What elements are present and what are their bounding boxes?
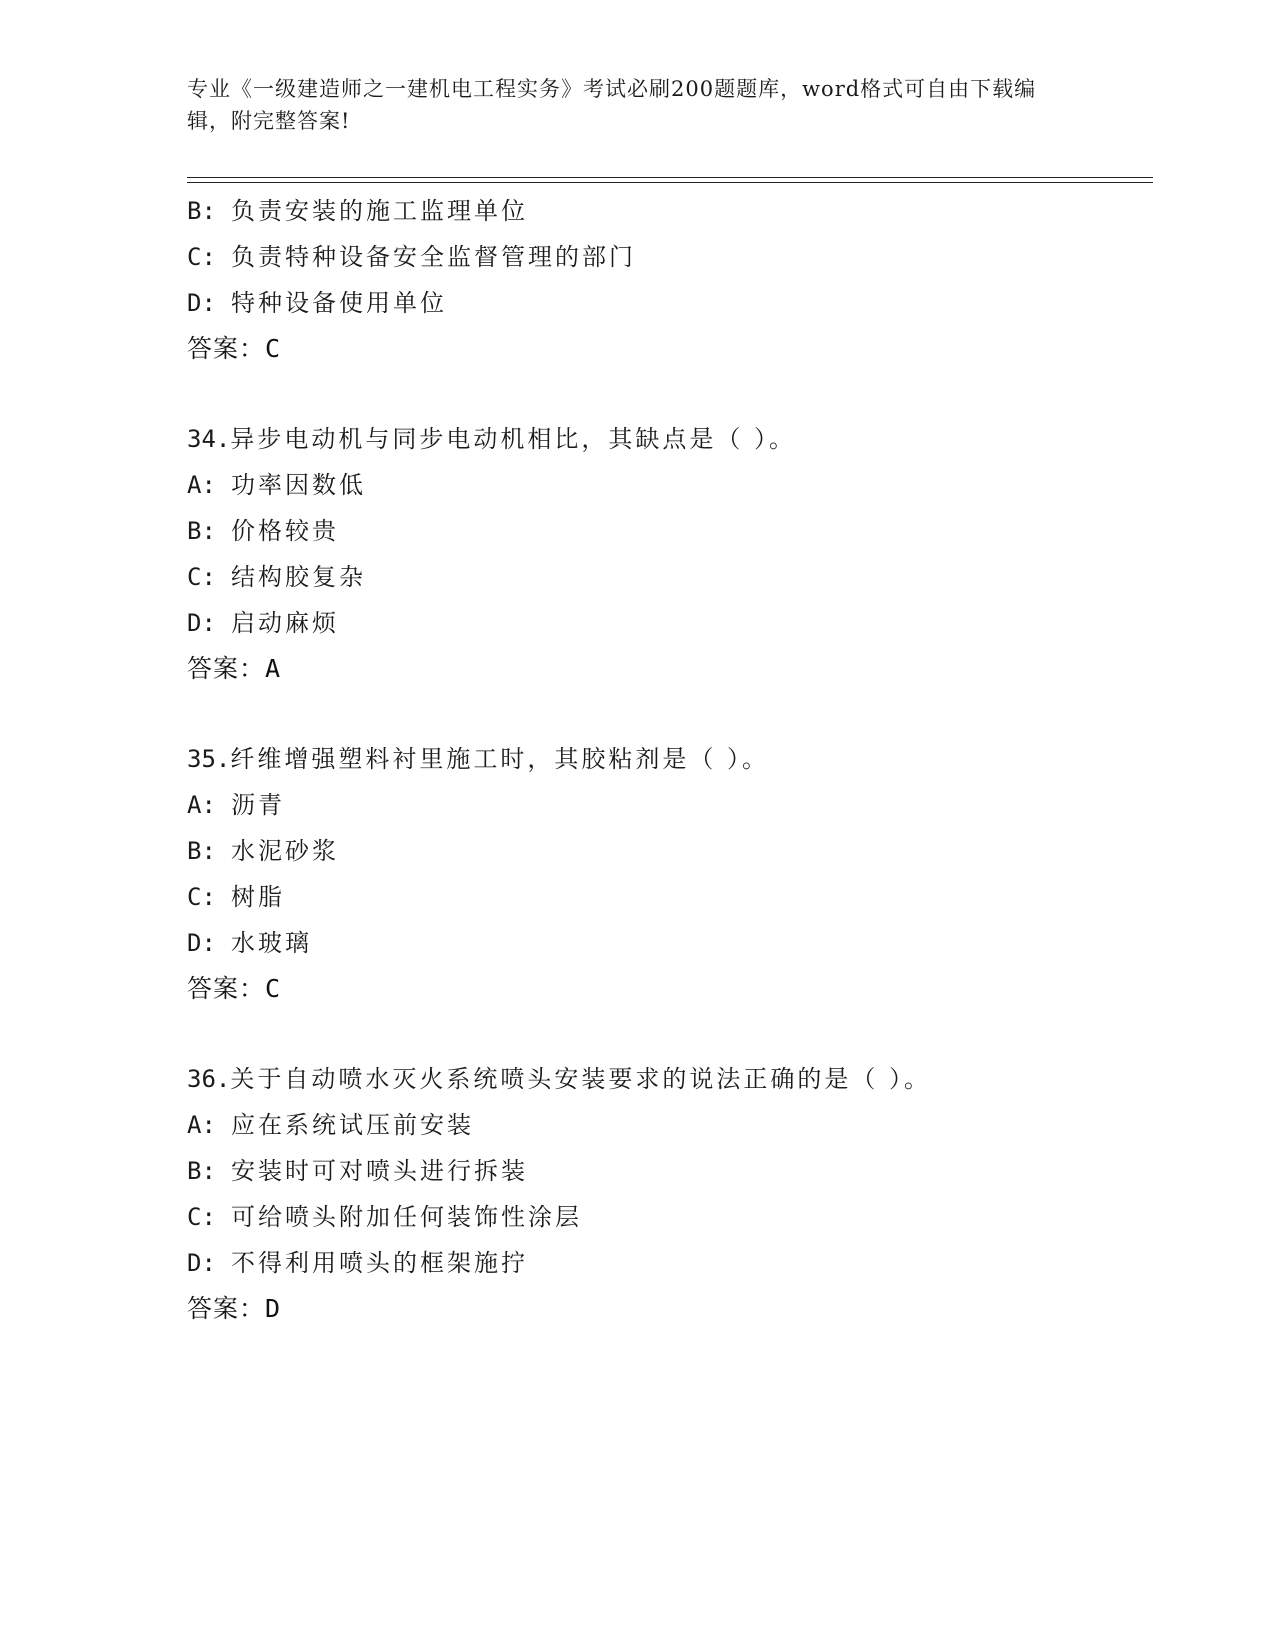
question-35	[187, 736, 1147, 1012]
option-c	[187, 1194, 1147, 1240]
option-d	[187, 1240, 1147, 1286]
option-text: 结构胶复杂	[231, 563, 366, 591]
option-letter: A:	[187, 791, 216, 819]
answer-value: C	[265, 334, 282, 363]
option-letter: C:	[187, 883, 216, 911]
option-text: 特种设备使用单位	[231, 289, 447, 317]
option-letter: D:	[187, 1249, 216, 1277]
question-36	[187, 1056, 1147, 1332]
option-d	[187, 280, 1147, 326]
question-34	[187, 416, 1147, 692]
option-b	[187, 188, 1147, 234]
answer-label: 答案：	[187, 334, 266, 363]
option-letter: A:	[187, 471, 216, 499]
answer-label: 答案：	[187, 654, 266, 683]
option-text: 负责安装的施工监理单位	[231, 197, 528, 225]
option-b	[187, 1148, 1147, 1194]
question-text: 异步电动机与同步电动机相比，其缺点是（ ）。	[230, 425, 796, 453]
question-text: 纤维增强塑料衬里施工时，其胶粘剂是（ ）。	[230, 745, 769, 773]
option-text: 不得利用喷头的框架施拧	[231, 1249, 528, 1277]
header-text: 专业《一级建造师之一建机电工程实务》考试必刷200题题库，word格式可自由下载编辑，附完整答案!	[187, 77, 1037, 133]
option-letter: B:	[187, 197, 216, 225]
header-divider-top	[187, 177, 1153, 178]
option-a	[187, 1102, 1147, 1148]
question-number: 35.	[187, 745, 231, 773]
option-text: 负责特种设备安全监督管理的部门	[231, 243, 636, 271]
question-stem	[187, 736, 1147, 782]
option-text: 应在系统试压前安装	[231, 1111, 474, 1139]
option-text: 价格较贵	[231, 517, 339, 545]
answer-value: A	[265, 654, 282, 683]
question-number: 36.	[187, 1065, 231, 1093]
option-text: 安装时可对喷头进行拆装	[231, 1157, 528, 1185]
option-d	[187, 920, 1147, 966]
option-text: 沥青	[231, 791, 285, 819]
option-c	[187, 554, 1147, 600]
option-text: 树脂	[231, 883, 285, 911]
option-letter: D:	[187, 929, 216, 957]
option-letter: A:	[187, 1111, 216, 1139]
option-c	[187, 874, 1147, 920]
option-a	[187, 462, 1147, 508]
option-letter: C:	[187, 1203, 216, 1231]
option-letter: B:	[187, 517, 216, 545]
question-33-continuation	[187, 188, 1147, 372]
option-letter: C:	[187, 243, 216, 271]
answer-line	[187, 646, 1147, 692]
question-list	[187, 188, 1147, 1332]
option-letter: D:	[187, 289, 216, 317]
answer-value: C	[265, 974, 282, 1003]
option-b	[187, 828, 1147, 874]
option-letter: B:	[187, 1157, 216, 1185]
document-header	[187, 73, 1067, 137]
question-text: 关于自动喷水灭火系统喷头安装要求的说法正确的是（ ）。	[230, 1065, 931, 1093]
option-text: 启动麻烦	[231, 609, 339, 637]
answer-label: 答案：	[187, 974, 266, 1003]
answer-line	[187, 326, 1147, 372]
header-divider-bottom	[187, 182, 1153, 183]
option-letter: C:	[187, 563, 216, 591]
option-text: 水玻璃	[231, 929, 312, 957]
answer-line	[187, 1286, 1147, 1332]
answer-value: D	[265, 1294, 282, 1323]
option-text: 功率因数低	[231, 471, 366, 499]
option-b	[187, 508, 1147, 554]
option-text: 水泥砂浆	[231, 837, 339, 865]
answer-label: 答案：	[187, 1294, 266, 1323]
question-number: 34.	[187, 425, 231, 453]
option-a	[187, 782, 1147, 828]
option-d	[187, 600, 1147, 646]
option-c	[187, 234, 1147, 280]
option-letter: D:	[187, 609, 216, 637]
question-stem	[187, 416, 1147, 462]
option-letter: B:	[187, 837, 216, 865]
option-text: 可给喷头附加任何装饰性涂层	[231, 1203, 582, 1231]
answer-line	[187, 966, 1147, 1012]
question-stem	[187, 1056, 1147, 1102]
